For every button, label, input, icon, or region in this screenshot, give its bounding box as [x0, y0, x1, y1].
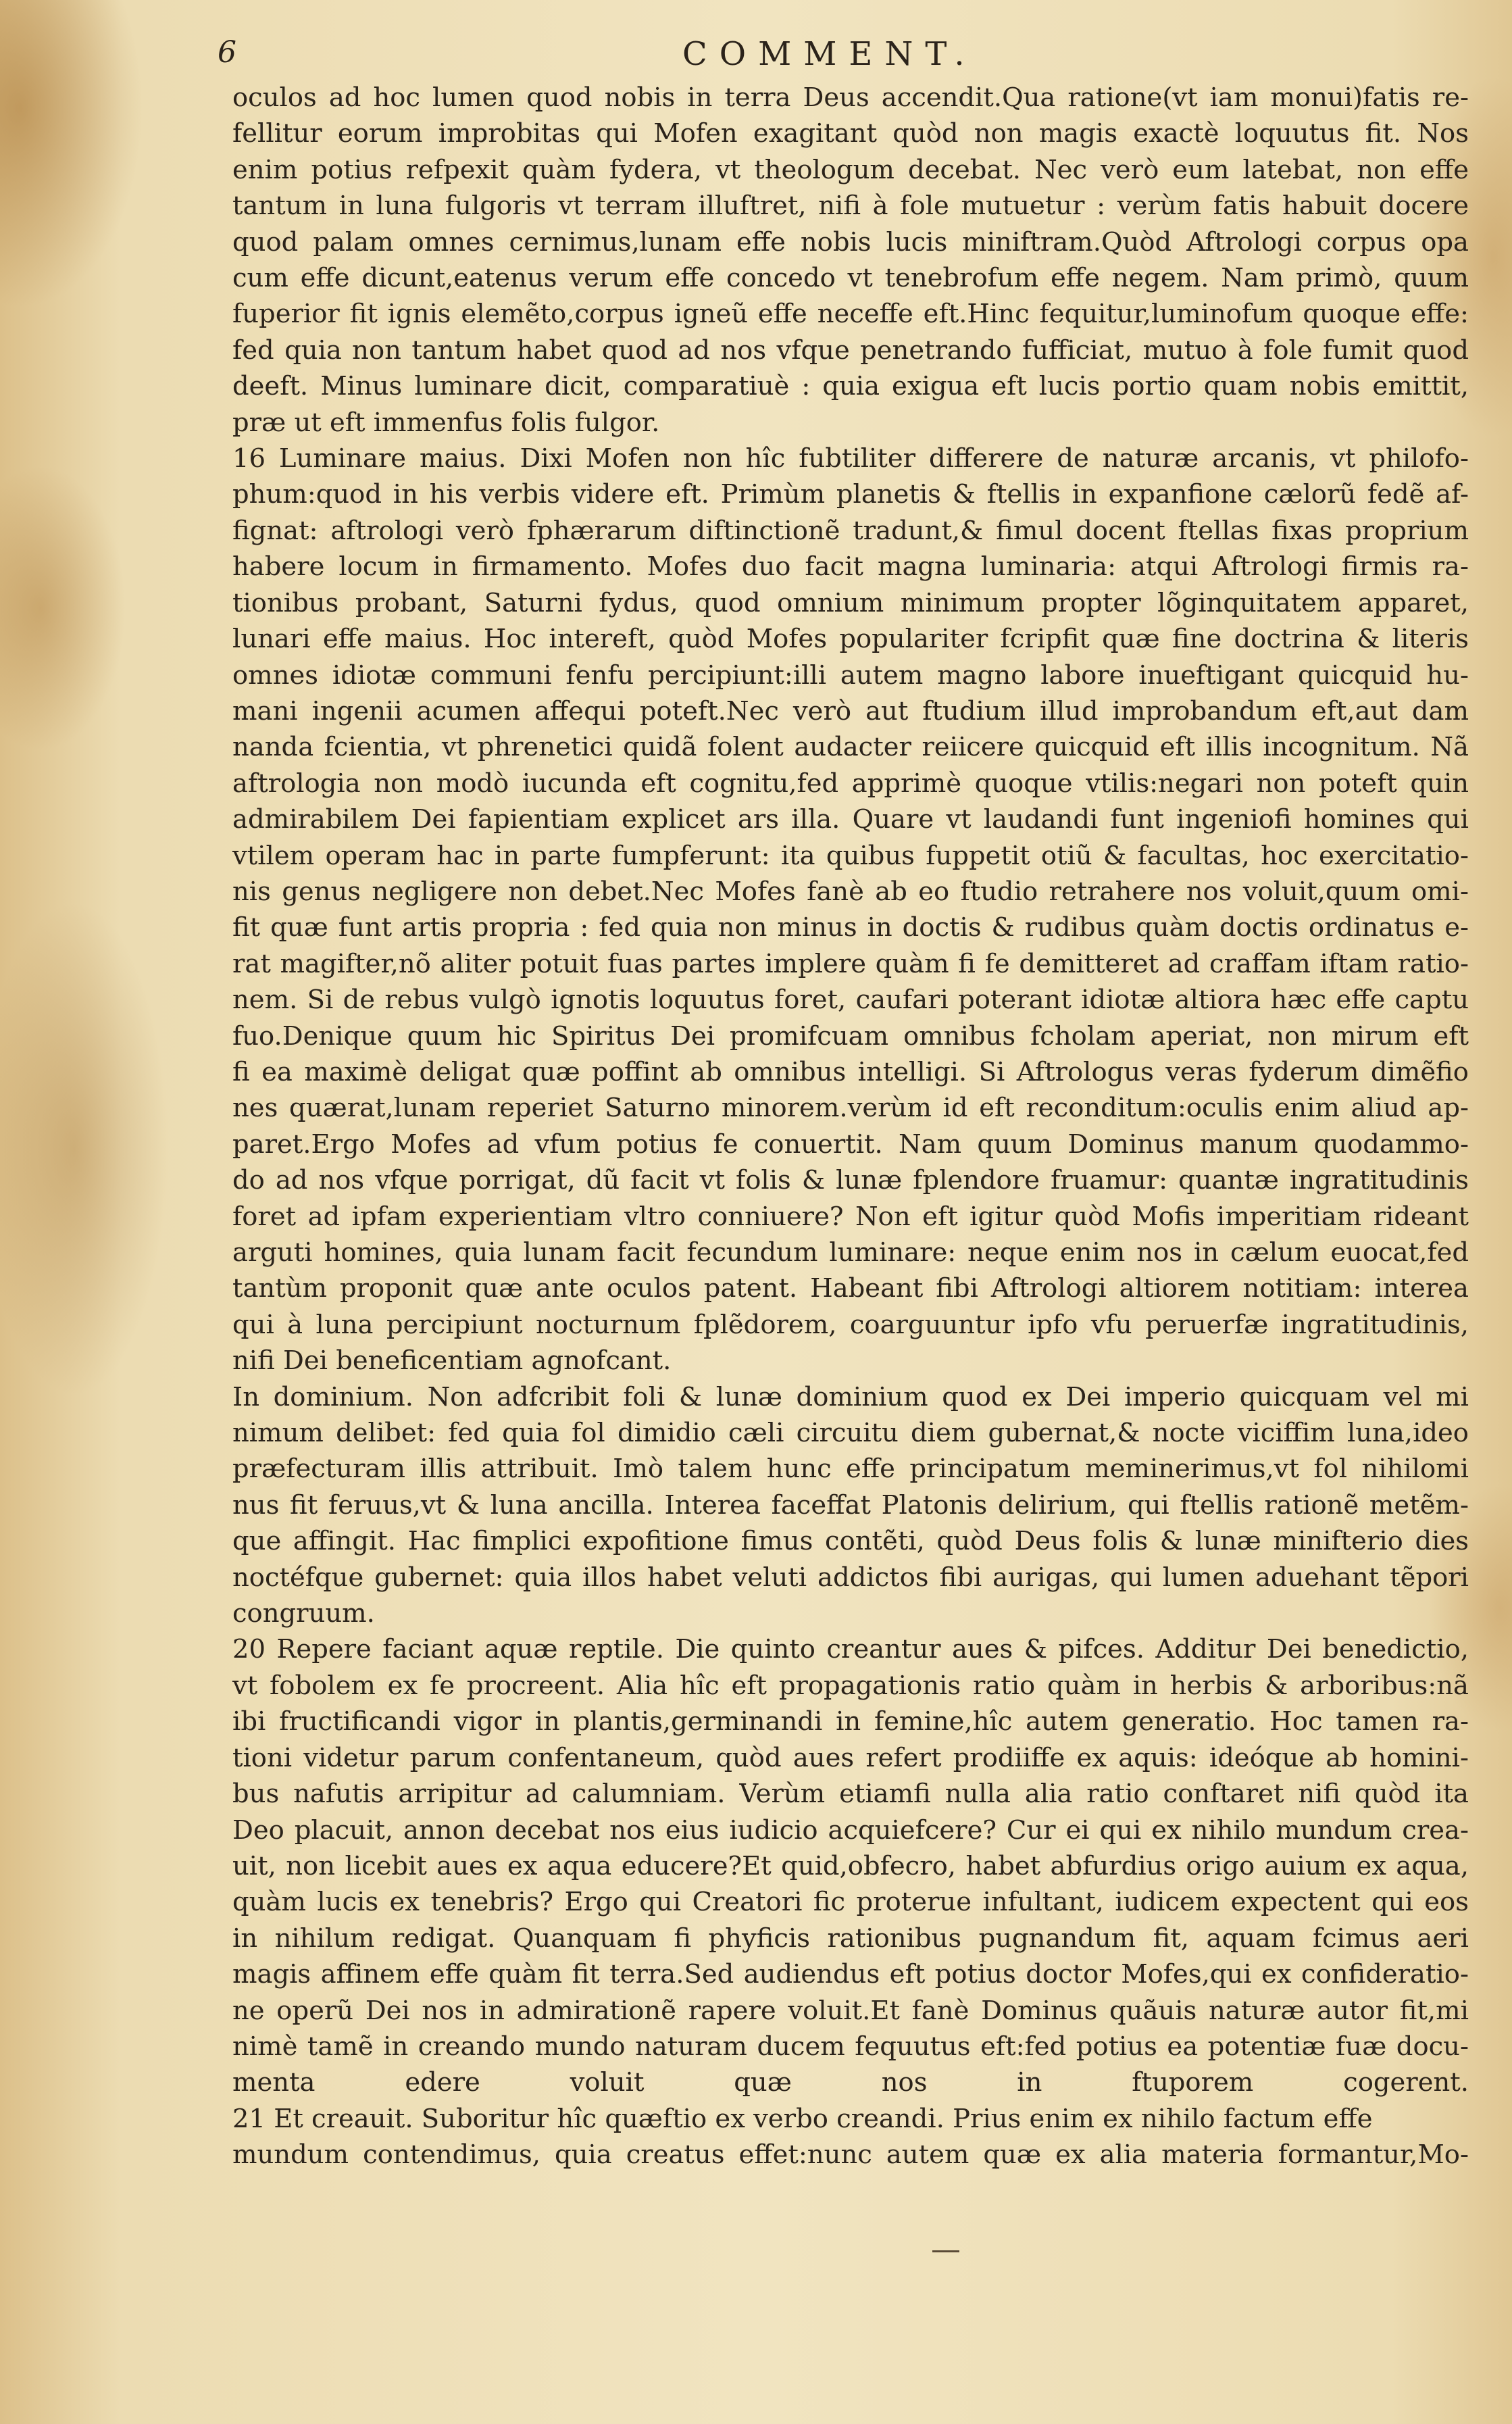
- text-line: nis genus negligere non debet.Nec Mofes fanè ab eo ftudio retrahere nos voluit,quum omi-: [232, 876, 1469, 907]
- text-line: bus nafutis arripitur ad calumniam. Verùm etiamfi nulla alia ratio conftaret nifi quòd ita: [232, 1779, 1469, 1810]
- text-line: nus fit feruus,vt & luna ancilla. Interea faceffat Platonis delirium, qui ftellis rationẽ metẽm-: [232, 1489, 1469, 1520]
- text-line: 16 Luminare maius. Dixi Mofen non hîc fubtiliter differere de naturæ arcanis, vt philofo-: [232, 443, 1469, 474]
- text-line: nes quærat,lunam reperiet Saturno minorem.verùm id eft reconditum:oculis enim aliud ap-: [232, 1093, 1469, 1124]
- text-line: vtilem operam hac in parte fumpferunt: ita quibus fuppetit otiũ & facultas, hoc exercitatio-: [232, 840, 1469, 871]
- text-line: ibi fructificandi vigor in plantis,germinandi in femine,hîc autem generatio. Hoc tamen ra-: [232, 1706, 1469, 1737]
- text-line: aftrologia non modò iucunda eft cognitu,fed apprimè quoque vtilis:negari non poteft quin: [232, 768, 1469, 799]
- text-line: magis affinem effe quàm fit terra.Sed audiendus eft potius doctor Mofes,qui ex confideratio-: [232, 1959, 1469, 1990]
- text-line: enim potius refpexit quàm fydera, vt theologum decebat. Nec verò eum latebat, non effe: [232, 154, 1469, 185]
- text-line: fi ea maximè deligat quæ poffint ab omnibus intelligi. Si Aftrologus veras fyderum dimẽfio: [232, 1056, 1469, 1087]
- text-line: fuperior fit ignis elemẽto,corpus igneũ effe neceffe eft.Hinc fequitur,luminofum quoque effe:: [232, 299, 1469, 330]
- text-line: tionibus probant, Saturni fydus, quod omnium minimum propter lõginquitatem apparet,: [232, 587, 1469, 618]
- text-line: in nihilum redigat. Quanquam fi phyficis rationibus pugnandum fit, aquam fcimus aeri: [232, 1923, 1469, 1954]
- text-line: fit quæ funt artis propria : fed quia non minus in doctis & rudibus quàm doctis ordinatus e-: [232, 912, 1469, 943]
- text-line: nimum delibet: fed quia fol dimidio cæli circuitu diem gubernat,& nocte viciffim luna,ideo: [232, 1418, 1469, 1449]
- text-line: Deo placuit, annon decebat nos eius iudicio acquiefcere? Cur ei qui ex nihilo mundum crea-: [232, 1814, 1469, 1846]
- text-line: arguti homines, quia lunam facit fecundum luminare: neque enim nos in cælum euocat,fed: [232, 1237, 1469, 1268]
- text-line: ne operũ Dei nos in admirationẽ rapere voluit.Et fanè Dominus quãuis naturæ autor fit,mi: [232, 1995, 1469, 2026]
- text-line: præfecturam illis attribuit. Imò talem hunc effe principatum meminerimus,vt fol nihilomi: [232, 1454, 1469, 1485]
- text-line: lunari effe maius. Hoc intereft, quòd Mofes populariter fcripfit quæ fine doctrina & literis: [232, 624, 1469, 655]
- text-line: præ ut eft immenfus folis fulgor.: [232, 407, 660, 438]
- text-line: 20 Repere faciant aquæ reptile. Die quinto creantur aues & pifces. Additur Dei benedictio,: [232, 1634, 1469, 1665]
- text-line: menta edere voluit quæ nos in ftuporem cogerent.: [232, 2067, 1469, 2098]
- text-line: nanda fcientia, vt phrenetici quidã folent audacter reiicere quicquid eft illis incognitum. Nã: [232, 732, 1469, 763]
- text-line: fellitur eorum improbitas qui Mofen exagitant quòd non magis exactè loquutus fit. Nos: [232, 118, 1469, 149]
- text-line: habere locum in firmamento. Mofes duo facit magna luminaria: atqui Aftrologi firmis ra-: [232, 551, 1469, 583]
- text-line: congruum.: [232, 1598, 375, 1629]
- text-line: noctéfque gubernet: quia illos habet veluti addictos fibi aurigas, qui lumen aduehant tẽpori: [232, 1562, 1469, 1593]
- text-line: tantum in luna fulgoris vt terram illuftret, nifi à fole mutuetur : verùm fatis habuit docere: [232, 191, 1469, 222]
- text-line: foret ad ipfam experientiam vltro conniuere? Non eft igitur quòd Mofis imperitiam rideant: [232, 1201, 1469, 1232]
- text-line: fed quia non tantum habet quod ad nos vfque penetrando fufficiat, mutuo à fole fumit quod: [232, 335, 1469, 366]
- text-line: omnes idiotæ communi fenfu percipiunt:illi autem magno labore inueftigant quicquid hu-: [232, 660, 1469, 691]
- text-line: mani ingenii acumen affequi poteft.Nec verò aut ftudium illud improbandum eft,aut dam: [232, 695, 1469, 726]
- text-line: admirabilem Dei fapientiam explicet ars illa. Quare vt laudandi funt ingeniofi homines qui: [232, 804, 1469, 835]
- text-line: oculos ad hoc lumen quod nobis in terra Deus accendit.Qua ratione(vt iam monui)fatis re-: [232, 82, 1469, 113]
- text-line: vt fobolem ex fe procreent. Alia hîc eft propagationis ratio quàm in herbis & arboribus:nã: [232, 1670, 1469, 1701]
- page-number: 6: [218, 35, 236, 70]
- text-line: rat magifter,nõ aliter potuit fuas partes implere quàm fi fe demitteret ad craffam iftam ratio-: [232, 948, 1469, 979]
- text-line: paret.Ergo Mofes ad vfum potius fe conuertit. Nam quum Dominus manum quodammo-: [232, 1129, 1469, 1160]
- text-line: quod palam omnes cernimus,lunam effe nobis lucis miniftram.Quòd Aftrologi corpus opa: [232, 226, 1469, 257]
- text-line: phum:quod in his verbis videre eft. Primùm planetis & ftellis in expanfione cælorũ fedẽ af-: [232, 479, 1469, 510]
- bottom-rule: [932, 2250, 959, 2252]
- text-line: do ad nos vfque porrigat, dũ facit vt folis & lunæ fplendore fruamur: quantæ ingratitudinis: [232, 1165, 1469, 1196]
- text-line: cum effe dicunt,eatenus verum effe concedo vt tenebrofum effe negem. Nam primò, quum: [232, 263, 1469, 294]
- text-line: qui à luna percipiunt nocturnum fplẽdorem, coarguuntur ipfo vfu peruerfæ ingratitudinis,: [232, 1309, 1469, 1340]
- text-line: nem. Si de rebus vulgò ignotis loquutus foret, caufari poterant idiotæ altiora hæc effe captu: [232, 985, 1469, 1016]
- commentary-text: [232, 80, 1469, 2173]
- text-line: mundum contendimus, quia creatus effet:nunc autem quæ ex alia materia formantur,Mo-: [232, 2139, 1469, 2171]
- text-line: fuo.Denique quum hic Spiritus Dei promifcuam omnibus fcholam aperiat, non mirum eft: [232, 1020, 1469, 1052]
- text-line: quàm lucis ex tenebris? Ergo qui Creatori fic proterue infultant, iudicem expectent qui eos: [232, 1887, 1469, 1918]
- text-line: nifi Dei beneficentiam agnofcant.: [232, 1345, 672, 1377]
- text-line: tioni videtur parum confentaneum, quòd aues refert prodiiffe ex aquis: ideóque ab homini-: [232, 1742, 1469, 1773]
- running-head: COMMENT.: [682, 35, 977, 73]
- text-line: fignat: aftrologi verò fphærarum diftinctionẽ tradunt,& fimul docent ftellas fixas proprium: [232, 515, 1469, 546]
- text-line: In dominium. Non adfcribit foli & lunæ dominium quod ex Dei imperio quicquam vel mi: [232, 1381, 1469, 1412]
- text-line: deeft. Minus luminare dicit, comparatiuè : quia exigua eft lucis portio quam nobis emittit,: [232, 371, 1469, 402]
- text-line: uit, non licebit aues ex aqua educere?Et quid,obfecro, habet abfurdius origo auium ex aqua,: [232, 1850, 1469, 1881]
- text-line: tantùm proponit quæ ante oculos patent. Habeant fibi Aftrologi altiorem notitiam: interea: [232, 1273, 1469, 1304]
- text-line: nimè tamẽ in creando mundo naturam ducem fequutus eft:fed potius ea potentiæ fuæ docu-: [232, 2031, 1469, 2062]
- text-line: que affingit. Hac fimplici expofitione fimus contẽti, quòd Deus folis & lunæ minifterio dies: [232, 1526, 1469, 1557]
- text-line: 21 Et creauit. Suboritur hîc quæftio ex verbo creandi. Prius enim ex nihilo factum effe: [232, 2103, 1373, 2134]
